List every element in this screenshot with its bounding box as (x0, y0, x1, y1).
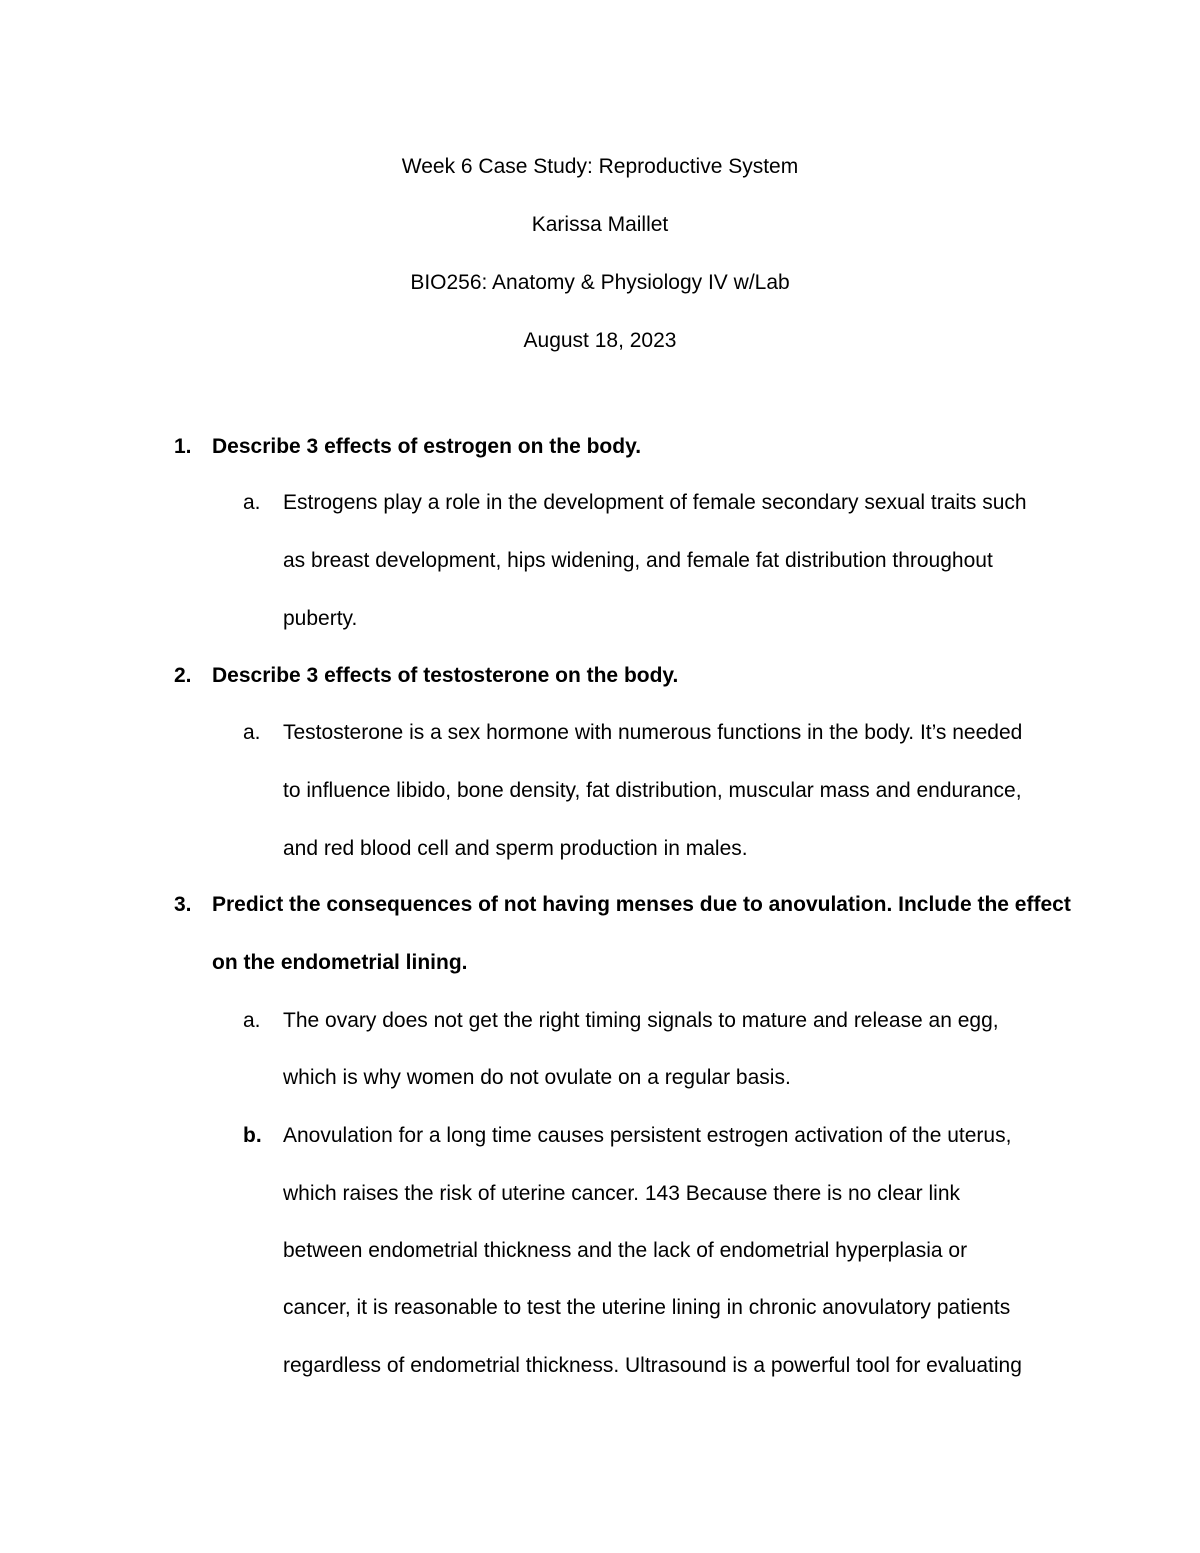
course-name: BIO256: Anatomy & Physiology IV w/Lab (410, 271, 790, 294)
question-text: on the endometrial lining. (212, 951, 468, 974)
author-name: Karissa Maillet (531, 213, 669, 236)
answer-line: cancer, it is reasonable to test the uterine lining in chronic anovulatory patients (283, 1296, 1011, 1319)
answer-line: Testosterone is a sex hormone with numerous functions in the body. It’s needed (283, 721, 1023, 744)
question-text: Describe 3 effects of testosterone on the body. (212, 664, 679, 687)
answer-line: The ovary does not get the right timing signals to mature and release an egg, (283, 1009, 999, 1032)
title-block (0, 138, 1200, 370)
answer-letter: b. (243, 1124, 262, 1147)
answer-line: Estrogens play a role in the development of female secondary sexual traits such (283, 491, 1027, 514)
answer-line: which is why women do not ovulate on a regular basis. (283, 1066, 791, 1089)
answer-letter: a. (243, 491, 261, 514)
answer-line: which raises the risk of uterine cancer. 143 Because there is no clear link (283, 1182, 961, 1205)
answer-line: Anovulation for a long time causes persistent estrogen activation of the uterus, (283, 1124, 1012, 1147)
answer-letter: a. (243, 721, 261, 744)
document-date: August 18, 2023 (523, 329, 677, 352)
question-number: 3. (174, 893, 192, 916)
answer-line: to influence libido, bone density, fat distribution, muscular mass and endurance, (283, 779, 1022, 802)
answer-line: between endometrial thickness and the lack of endometrial hyperplasia or (283, 1239, 968, 1262)
question-text: Predict the consequences of not having menses due to anovulation. Include the effect (212, 893, 1071, 916)
answer-line: regardless of endometrial thickness. Ultrasound is a powerful tool for evaluating (283, 1354, 1022, 1377)
question-number: 2. (174, 664, 192, 687)
question-text: Describe 3 effects of estrogen on the body. (212, 435, 642, 458)
document-title: Week 6 Case Study: Reproductive System (401, 155, 799, 178)
answer-line: as breast development, hips widening, and female fat distribution throughout (283, 549, 993, 572)
answer-letter: a. (243, 1009, 261, 1032)
question-number: 1. (174, 435, 192, 458)
answer-line: puberty. (283, 607, 358, 630)
answer-line: and red blood cell and sperm production in males. (283, 837, 748, 860)
